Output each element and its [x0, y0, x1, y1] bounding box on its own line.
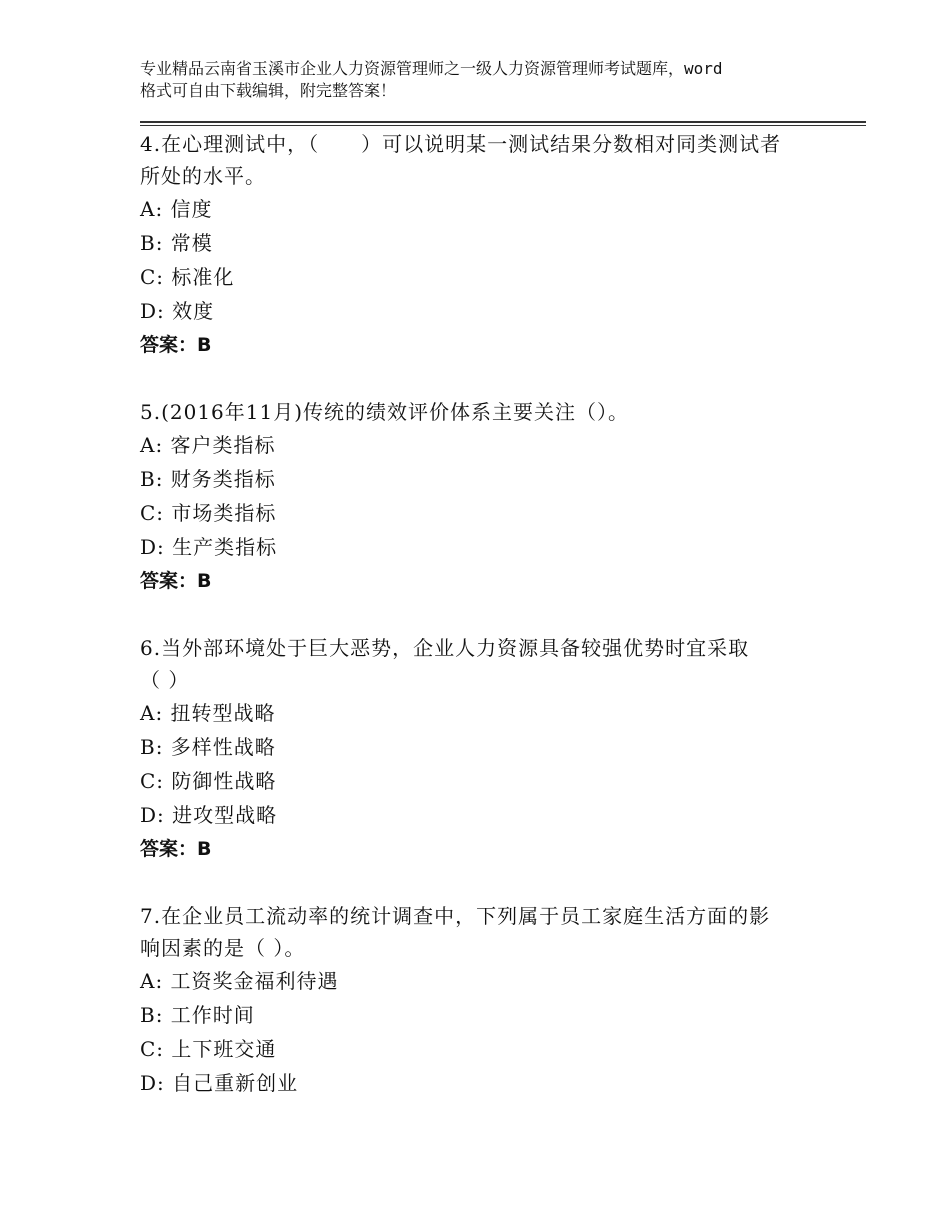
spacer: [140, 866, 820, 900]
spacer: [140, 362, 820, 396]
option-a: A: 客户类指标: [140, 433, 276, 457]
option-d: D: 生产类指标: [140, 535, 278, 559]
option-c: C: 上下班交通: [140, 1037, 277, 1061]
question-text: 6.当外部环境处于巨大恶势，企业人力资源具备较强优势时宜采取: [140, 636, 750, 660]
question-5: [140, 396, 820, 598]
question-text-cont: 响因素的是（ ）。: [140, 936, 306, 960]
header-rule-thick: [140, 121, 866, 123]
answer: 答案：B: [140, 570, 212, 592]
option-c: C: 市场类指标: [140, 501, 277, 525]
question-list: [140, 128, 820, 1100]
question-text: 7.在企业员工流动率的统计调查中，下列属于员工家庭生活方面的影: [140, 904, 771, 928]
option-a: A: 信度: [140, 197, 213, 221]
option-c: C: 防御性战略: [140, 769, 277, 793]
option-c: C: 标准化: [140, 265, 235, 289]
spacer: [140, 598, 820, 632]
option-b: B: 多样性战略: [140, 735, 276, 759]
option-a: A: 工资奖金福利待遇: [140, 969, 339, 993]
header-rule-thin: [140, 125, 866, 126]
question-text: 4.在心理测试中，（ ）可以说明某一测试结果分数相对同类测试者: [140, 132, 782, 156]
question-7: [140, 900, 820, 1100]
answer: 答案：B: [140, 838, 212, 860]
option-a: A: 扭转型战略: [140, 701, 276, 725]
question-6: [140, 632, 820, 866]
question-4: [140, 128, 820, 362]
option-b: B: 常模: [140, 231, 213, 255]
document-header: [140, 58, 830, 102]
header-line-2: 格式可自由下载编辑，附完整答案！: [140, 81, 397, 100]
option-d: D: 进攻型战略: [140, 803, 278, 827]
header-line-1: 专业精品云南省玉溪市企业人力资源管理师之一级人力资源管理师考试题库，word: [140, 59, 723, 78]
option-b: B: 工作时间: [140, 1003, 255, 1027]
question-text: 5.(2016年11月)传统的绩效评价体系主要关注（）。: [140, 400, 630, 424]
option-b: B: 财务类指标: [140, 467, 276, 491]
option-d: D: 自己重新创业: [140, 1071, 299, 1095]
question-text-cont: （ ）: [140, 668, 190, 692]
option-d: D: 效度: [140, 299, 215, 323]
answer: 答案：B: [140, 334, 212, 356]
question-text-cont: 所处的水平。: [140, 164, 266, 188]
